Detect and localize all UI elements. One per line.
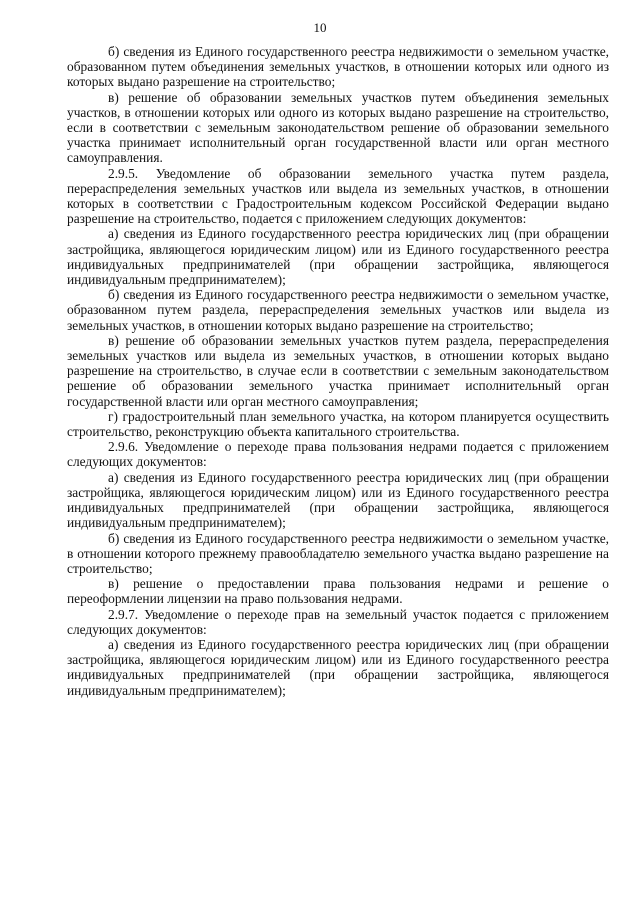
paragraph: а) сведения из Единого государственного реестра юридических лиц (при обращении застройщика, являющегося юридическим лицом) или из Единого государственного реестра индивидуальных предпринимателей (при обращении застройщика, являющегося индивидуальным предпринимателем);	[67, 469, 609, 531]
paragraph: в) решение об образовании земельных участков путем объединения земельных участков, в отношении которых или одного из которых выдано разрешение на строительство, если в соответствии с земельным законодательством решение об образовании земельного участка принимает исполнительный орган государственной власти или орган местного самоуправления.	[67, 89, 609, 166]
document-body	[67, 44, 609, 698]
paragraph: а) сведения из Единого государственного реестра юридических лиц (при обращении застройщика, являющегося юридическим лицом) или из Единого государственного реестра индивидуальных предпринимателей (при обращении застройщика, являющегося индивидуальным предпринимателем);	[67, 226, 609, 288]
paragraph: в) решение о предоставлении права пользования недрами и решение о переоформлении лицензии на право пользования недрами.	[67, 576, 609, 607]
paragraph: б) сведения из Единого государственного реестра недвижимости о земельном участке, в отношении которого прежнему правообладателю земельного участка выдано разрешение на строительство;	[67, 530, 609, 576]
paragraph: 2.9.7. Уведомление о переходе прав на земельный участок подается с приложением следующих документов:	[67, 606, 609, 637]
paragraph: б) сведения из Единого государственного реестра недвижимости о земельном участке, образованном путем объединения земельных участков, в отношении которых или одного из которых выдано разрешение на строительство;	[67, 44, 609, 90]
paragraph: в) решение об образовании земельных участков путем раздела, перераспределения земельных участков или выдела из земельных участков, в отношении которых выдано разрешение на строительство, в случае если в соответствии с земельным законодательством решение об образовании земельного участка принимает исполнительный орган государственной власти или орган местного самоуправления;	[67, 332, 609, 409]
paragraph: 2.9.6. Уведомление о переходе права пользования недрами подается с приложением следующих документов:	[67, 439, 609, 470]
paragraph: 2.9.5. Уведомление об образовании земельного участка путем раздела, перераспределения земельных участков или выдела из земельных участков, в отношении которых в соответствии с Градостроительным кодексом Российской Федерации выдано разрешение на строительство, подается с приложением следующих документов:	[67, 165, 609, 227]
paragraph: а) сведения из Единого государственного реестра юридических лиц (при обращении застройщика, являющегося юридическим лицом) или из Единого государственного реестра индивидуальных предпринимателей (при обращении застройщика, являющегося индивидуальным предпринимателем);	[67, 636, 609, 698]
paragraph: б) сведения из Единого государственного реестра недвижимости о земельном участке, образованном путем раздела, перераспределения земельных участков или выдела из земельных участков, в отношении которых выдано разрешение на строительство;	[67, 287, 609, 333]
page-number: 10	[313, 20, 327, 35]
paragraph: г) градостроительный план земельного участка, на котором планируется осуществить строительство, реконструкцию объекта капитального строительства.	[67, 408, 609, 440]
